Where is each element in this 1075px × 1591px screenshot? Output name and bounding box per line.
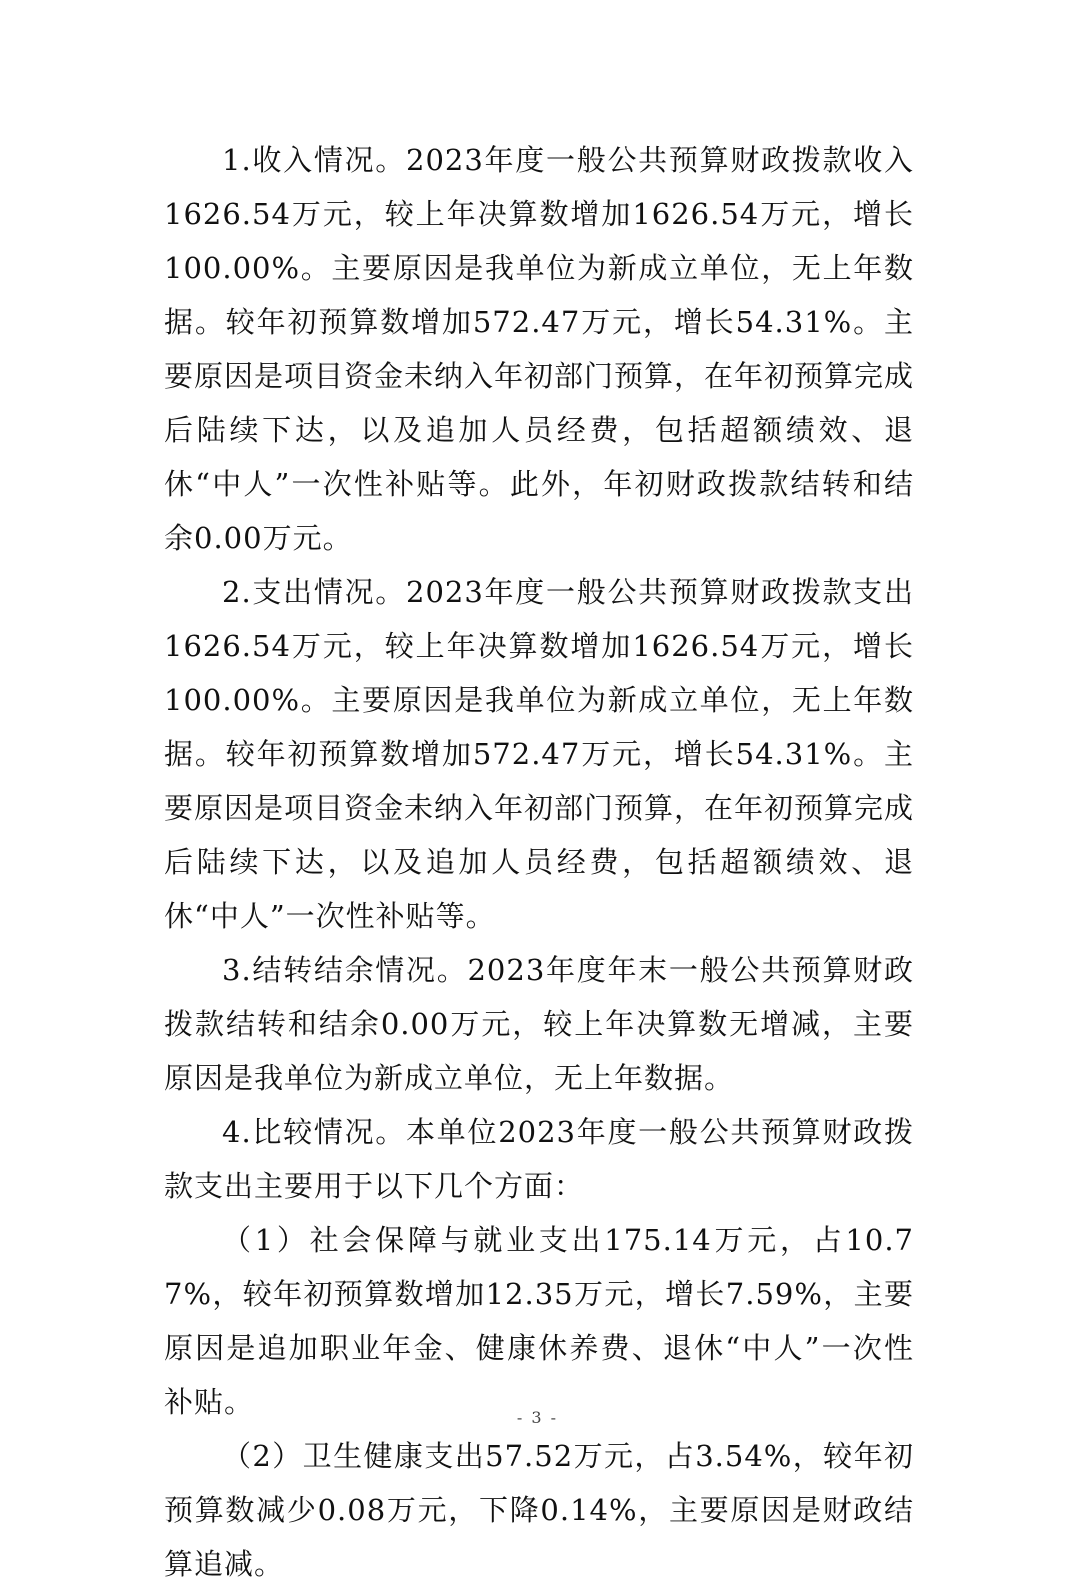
paragraph-health: （2）卫生健康支出57.52万元，占3.54%，较年初预算数减少0.08万元，下降0.14%，主要原因是财政结算追减。: [164, 1439, 914, 1581]
paragraph-social-security: （1）社会保障与就业支出175.14万元，占10.77%，较年初预算数增加12.35万元，增长7.59%，主要原因是追加职业年金、健康休养费、退休“中人”一次性补贴。: [164, 1223, 914, 1419]
paragraph-comparison: 4.比较情况。本单位2023年度一般公共预算财政拨款支出主要用于以下几个方面：: [164, 1115, 914, 1203]
page-number: - 3 -: [516, 1408, 559, 1427]
paragraph-carryover: 3.结转结余情况。2023年度年末一般公共预算财政拨款结转和结余0.00万元，较上年决算数无增减，主要原因是我单位为新成立单位，无上年数据。: [164, 953, 914, 1095]
paragraph-expenditure: 2.支出情况。2023年度一般公共预算财政拨款支出1626.54万元，较上年决算数增加1626.54万元，增长100.00%。主要原因是我单位为新成立单位，无上年数据。较年初预算数增加572.47万元，增长54.31%。主要原因是项目资金未纳入年初部门预算，在年初预算完成后陆续下达，以及追加人员经费，包括超额绩效、退休“中人”一次性补贴等。: [164, 575, 915, 933]
paragraph-income: 1.收入情况。2023年度一般公共预算财政拨款收入1626.54万元，较上年决算数增加1626.54万元，增长100.00%。主要原因是我单位为新成立单位，无上年数据。较年初预算数增加572.47万元，增长54.31%。主要原因是项目资金未纳入年初部门预算，在年初预算完成后陆续下达，以及追加人员经费，包括超额绩效、退休“中人”一次性补贴等。此外，年初财政拨款结转和结余0.00万元。: [164, 143, 915, 555]
document-body: [164, 133, 914, 1591]
